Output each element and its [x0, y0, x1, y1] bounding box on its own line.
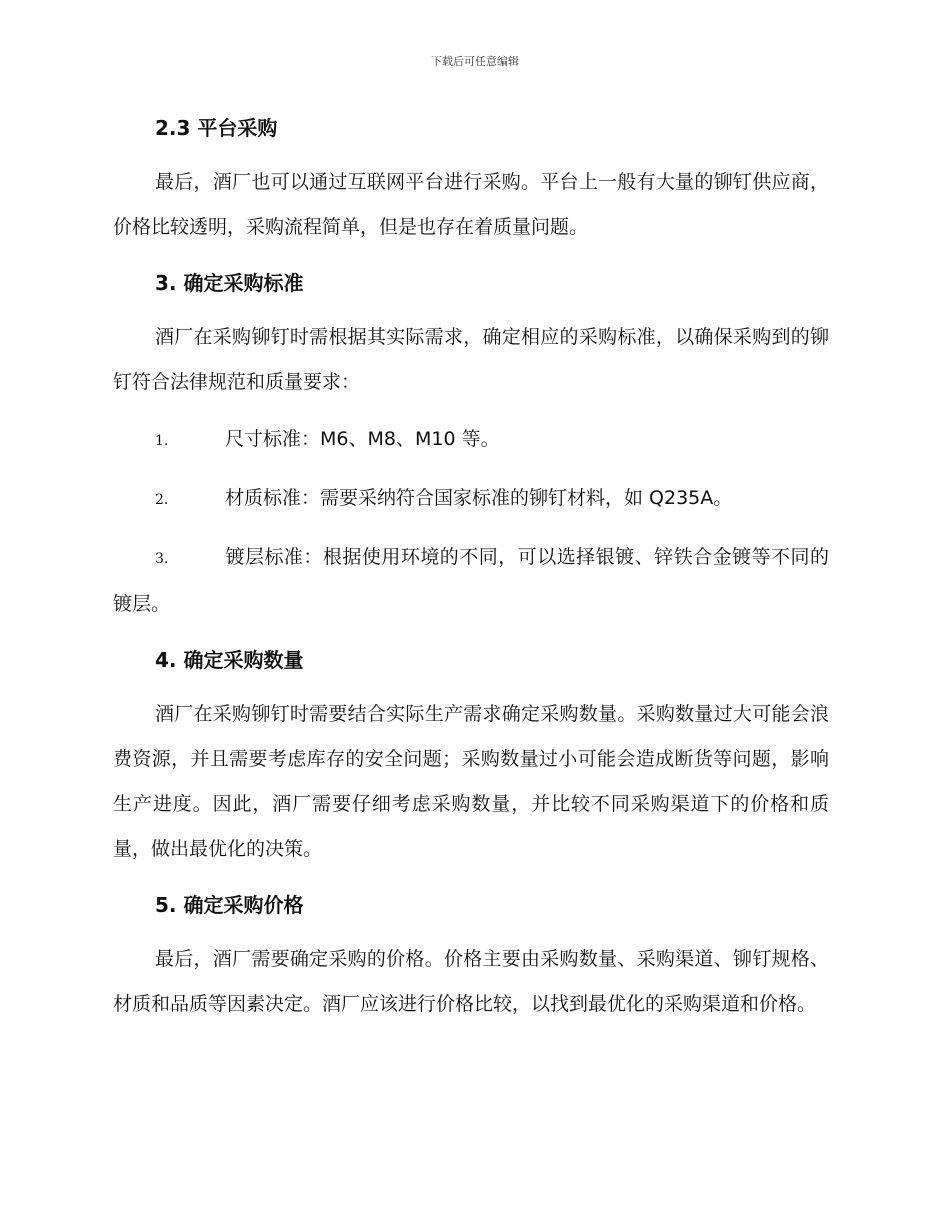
list-item-text: 镀层标准：根据使用环境的不同，可以选择银镀、锌铁合金镀等不同的镀层。	[113, 546, 829, 615]
section-heading-platform-purchase: 2.3 平台采购	[155, 116, 278, 140]
section-heading-purchase-quantity: 4. 确定采购数量	[155, 648, 304, 672]
document-body	[113, 108, 829, 1027]
list-number: 1.	[155, 433, 169, 449]
list-item-text: 材质标准：需要采纳符合国家标准的铆钉材料，如 Q235A。	[225, 487, 733, 509]
list-item-text: 尺寸标准：M6、M8、M10 等。	[225, 428, 500, 450]
paragraph-purchase-standards: 酒厂在采购铆钉时需根据其实际需求，确定相应的采购标准，以确保采购到的铆钉符合法律规范和质量要求：	[113, 326, 829, 393]
page-header: 下载后可任意编辑	[431, 55, 519, 68]
paragraph-purchase-price: 最后，酒厂需要确定采购的价格。价格主要由采购数量、采购渠道、铆钉规格、材质和品质等因素决定。酒厂应该进行价格比较，以找到最优化的采购渠道和价格。	[113, 948, 829, 1015]
paragraph-platform-purchase: 最后，酒厂也可以通过互联网平台进行采购。平台上一般有大量的铆钉供应商，价格比较透明，采购流程简单，但是也存在着质量问题。	[113, 171, 829, 238]
paragraph-purchase-quantity: 酒厂在采购铆钉时需要结合实际生产需求确定采购数量。采购数量过大可能会浪费资源，并且需要考虑库存的安全问题；采购数量过小可能会造成断货等问题，影响生产进度。因此，酒厂需要仔细考虑采购数量，并比较不同采购渠道下的价格和质量，做出最优化的决策。	[113, 703, 829, 860]
section-heading-purchase-standards: 3. 确定采购标准	[155, 271, 304, 295]
section-heading-purchase-price: 5. 确定采购价格	[155, 893, 304, 917]
list-number: 3.	[155, 551, 169, 567]
list-item-size-standard	[113, 417, 829, 464]
list-number: 2.	[155, 492, 169, 508]
list-item-plating-standard	[113, 535, 829, 627]
list-item-material-standard	[113, 476, 829, 523]
